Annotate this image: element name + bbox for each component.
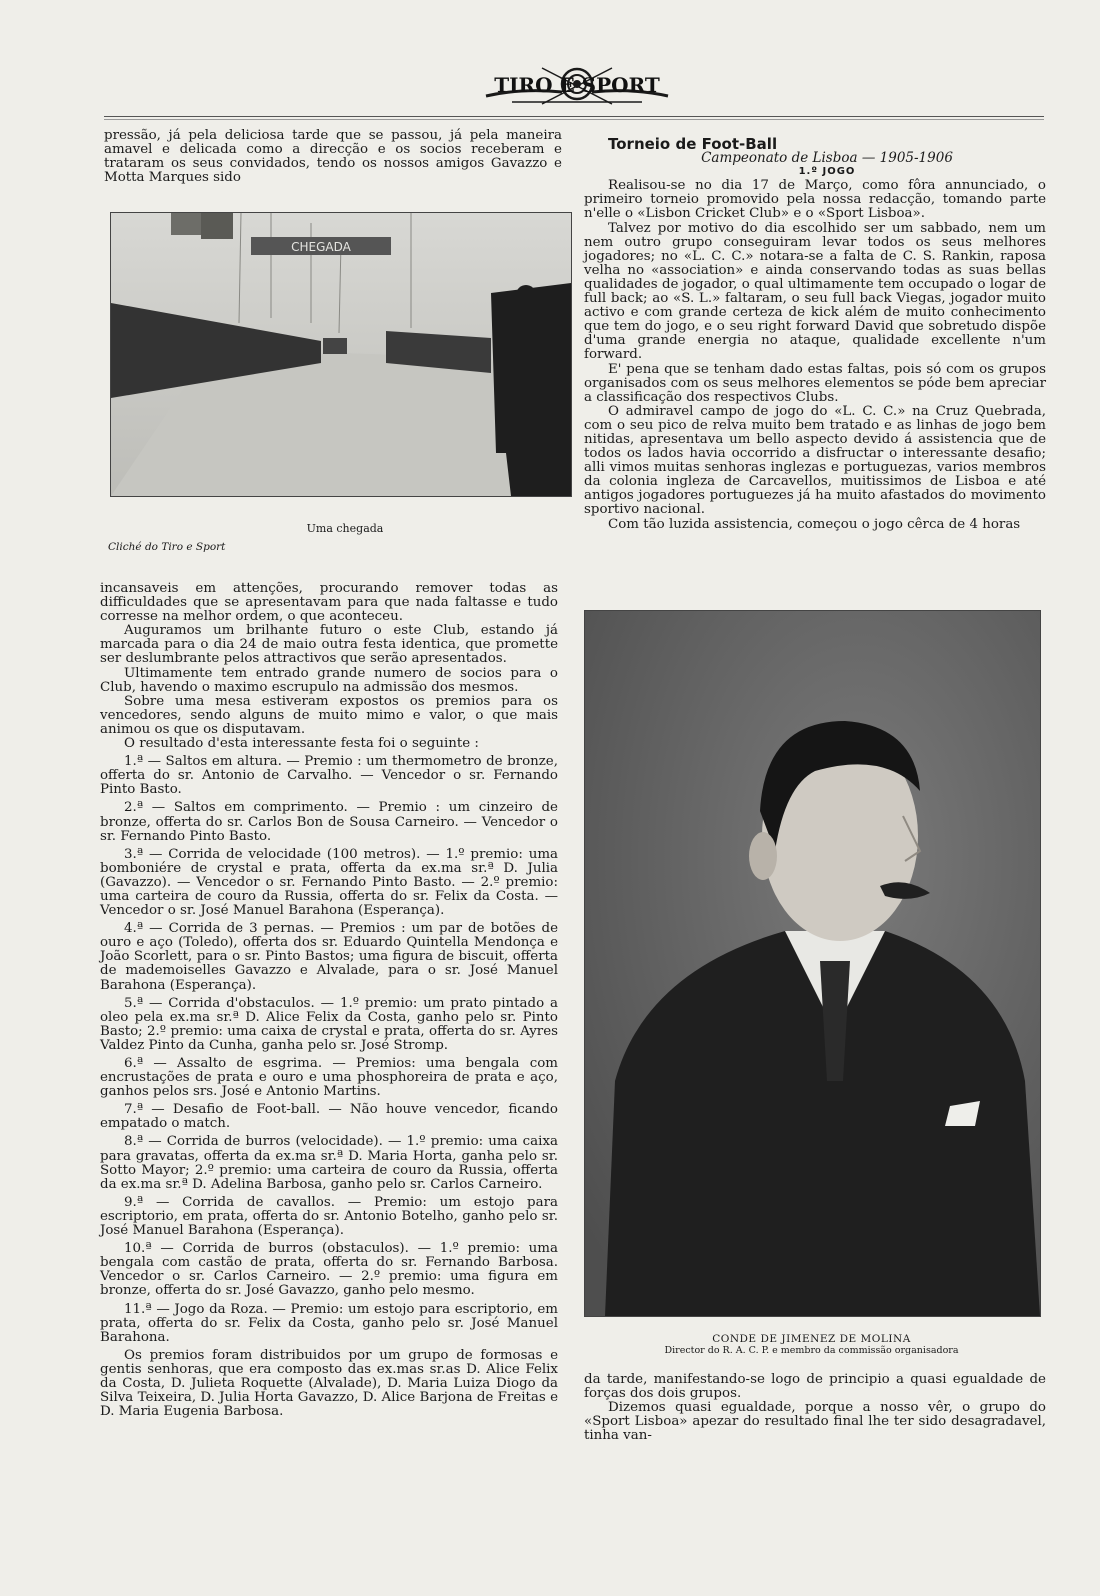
paragraph: Com tão luzida assistencia, começou o jogo cêrca de 4 horas xyxy=(608,516,1021,532)
portrait-caption-sub: Director do R. A. C. P. e membro da commissão organisadora xyxy=(664,1345,959,1356)
left-column-main xyxy=(100,582,558,1419)
photo-portrait xyxy=(584,610,1041,1317)
game-heading: 1.º JOGO xyxy=(798,166,856,178)
paragraph: O admiravel campo de jogo do «L. C. C.» na Cruz Quebrada, com o seu pico de relva muito bem tratado e as linhas de jogo bem nitidas, apresentava um bello aspecto devido á assistencia que de todos os lados havia occorrido a disfructar o interessante desafio; alli vimos muitas senhoras inglezas e portuguezas, varios membros da colonia ingleza de Carcavellos, muitissimos de Lisboa e até antigos jogadores portuguezes já ha muito afastados do movimento sportivo nacional. xyxy=(584,403,1046,518)
result-item: 5.ª — Corrida d'obstaculos. — 1.º premio: um prato pintado a oleo pela ex.ma sr.ª D. Alice Felix da Costa, ganho pelo sr. Pinto Basto; 2.º premio: uma caixa de crystal e prata, offerta do sr. Ayres Valdez Pinto da Cunha, ganha pelo sr. José Stromp. xyxy=(100,995,558,1053)
result-item: 9.ª — Corrida de cavallos. — Premio: um estojo para escriptorio, em prata, offerta do sr. Antonio Botelho, ganho pelo sr. José Manuel Barahona (Esperança). xyxy=(100,1194,558,1239)
result-item: 7.ª — Desafio de Foot-ball. — Não houve vencedor, ficando empatado o match. xyxy=(100,1102,558,1132)
header-rule xyxy=(104,116,1044,120)
result-item: 3.ª — Corrida de velocidade (100 metros). — 1.º premio: uma bomboniére de crystal e prata, offerta da ex.ma sr.ª D. Julia (Gavazzo). — Vencedor o sr. Fernando Pinto Basto. — 2.º premio: uma carteira de couro da Russia, offerta do sr. Felix da Costa. — Vencedor o sr. José Manuel Barahona (Esperança). xyxy=(100,846,558,919)
result-item: 2.ª — Saltos em comprimento. — Premio : um cinzeiro de bronze, offerta do sr. Carlos Bon de Sousa Carneiro. — Vencedor o sr. Fernando Pinto Basto. xyxy=(100,800,558,844)
paragraph: Auguramos um brilhante futuro o este Club, estando já marcada para o dia 24 de maio outra festa identica, que promette ser deslumbrante pelos attractivos que serão apresentados. xyxy=(100,623,558,667)
paragraph: E' pena que se tenham dado estas faltas, pois só com os grupos organisados com os seus melhores elementos se póde bem apreciar a classificação dos respectivos Clubs. xyxy=(584,361,1046,405)
paragraph: Ultimamente tem entrado grande numero de socios para o Club, havendo o maximo escrupulo na admissão dos mesmos. xyxy=(100,665,558,695)
banner-text: CHEGADA xyxy=(291,240,351,254)
paragraph: da tarde, manifestando-se logo de principio a quasi egualdade de forças dos dois grupos. xyxy=(584,1372,1046,1402)
result-item: 10.ª — Corrida de burros (obstaculos). — 1.º premio: uma bengala com castão de prata, offerta do sr. Fernando Barbosa. Vencedor o sr. Carlos Carneiro. — 2.º premio: uma figura em bronze, offerta do sr. José Gavazzo, ganho pelo mesmo. xyxy=(100,1241,558,1299)
article-title: Torneio de Foot-Ball xyxy=(608,135,778,153)
left-column-top xyxy=(104,129,562,185)
paragraph: Talvez por motivo do dia escolhido ser um sabbado, nem um nem outro grupo conseguiram levar todos os seus melhores jogadores; no «L. C. C.» notara-se a falta de C. S. Rankin, raposa velha no «association» e ainda conservando todas as suas bellas qualidades de jogador, o qual ultimamente tem occupado o logar de full back; ao «S. L.» faltaram, o seu full back Viegas, jogador muito activo e com grande certeza de kick além de muito conhecimento que tem do jogo, e o seu right forward David que sobretudo dispõe d'uma grande energia no ataque, qualidade excellente n'um forward. xyxy=(584,220,1046,363)
result-item: 1.ª — Saltos em altura. — Premio : um thermometro de bronze, offerta do sr. Antonio de Carvalho. — Vencedor o sr. Fernando Pinto Basto. xyxy=(100,754,558,798)
photo-arrival xyxy=(110,212,572,497)
result-item: 6.ª — Assalto de esgrima. — Premios: uma bengala com encrustações de prata e ouro e uma phosphoreira de prata e aço, ganhos pelos srs. José e Antonio Martins. xyxy=(100,1056,558,1100)
paragraph: Dizemos quasi egualdade, porque a nosso vêr, o grupo do «Sport Lisboa» apezar do resultado final lhe ter sido desagradavel, tinha van- xyxy=(584,1400,1046,1444)
paragraph: incansaveis em attenções, procurando remover todas as difficuldades que se apresentavam para que nada faltasse e tudo corresse na melhor ordem, o que aconteceu. xyxy=(100,581,558,625)
paragraph: O resultado d'esta interessante festa foi o seguinte : xyxy=(124,736,479,752)
paragraph: Sobre uma mesa estiveram expostos os premios para os vencedores, sendo alguns de muito mimo e valor, o que mais animou os que os disputavam. xyxy=(100,693,558,737)
right-column-top xyxy=(584,137,1046,532)
vehicle xyxy=(323,338,347,354)
arrival-scene xyxy=(111,213,571,496)
portrait-figure xyxy=(585,611,1040,1316)
paragraph: Os premios foram distribuidos por um grupo de formosas e gentis senhoras, que era composto das ex.mas sr.as D. Alice Felix da Costa, D. Julieta Roquette (Alvalade), D. Maria Luiza Diogo da Silva Teixeira, D. Julia Horta Gavazzo, D. Alice Barjona de Freitas e D. Maria Eugenia Barbosa. xyxy=(100,1347,558,1420)
portrait-caption-name: CONDE DE JIMENEZ DE MOLINA xyxy=(712,1333,911,1345)
right-column-bottom xyxy=(584,1373,1046,1443)
masthead-logo xyxy=(482,62,672,112)
photo-caption: Uma chegada xyxy=(306,522,384,535)
paragraph: Realisou-se no dia 17 de Março, como fôra annunciado, o primeiro torneio promovido pela nossa redacção, tomando parte n'elle o «Lisbon Cricket Club» e o «Sport Lisboa». xyxy=(584,178,1046,222)
paragraph: pressão, já pela deliciosa tarde que se passou, já pela maneira amavel e delicada como a direcção e os socios receberam e trataram os seus convidados, tendo os nossos amigos Gavazzo e Motta Marques sido xyxy=(104,128,562,186)
masthead-title: TIRO E SPORT xyxy=(494,73,660,97)
result-item: 11.ª — Jogo da Roza. — Premio: um estojo para escriptorio, em prata, offerta do sr. Felix da Costa, ganho pelo sr. José Manuel Barahona. xyxy=(100,1301,558,1345)
result-item: 4.ª — Corrida de 3 pernas. — Premios : um par de botões de ouro e aço (Toledo), offerta dos sr. Eduardo Quintella Mendonça e João Scorlett, para o sr. Pinto Bastos; uma figura de biscuit, offerta de mademoiselles Gavazzo e Alvalade, para o sr. José Manuel Barahona (Esperança). xyxy=(100,921,558,993)
photo-credit: Cliché do Tiro e Sport xyxy=(108,541,226,553)
article-subtitle: Campeonato de Lisboa — 1905-1906 xyxy=(701,150,953,167)
result-item: 8.ª — Corrida de burros (velocidade). — 1.º premio: uma caixa para gravatas, offerta da ex.ma sr.ª D. Maria Horta, ganha pelo sr. Sotto Mayor; 2.º premio: uma carteira de couro da Russia, offerta da ex.ma sr.ª D. Adelina Barbosa, ganho pelo sr. Carlos Carneiro. xyxy=(100,1134,558,1192)
